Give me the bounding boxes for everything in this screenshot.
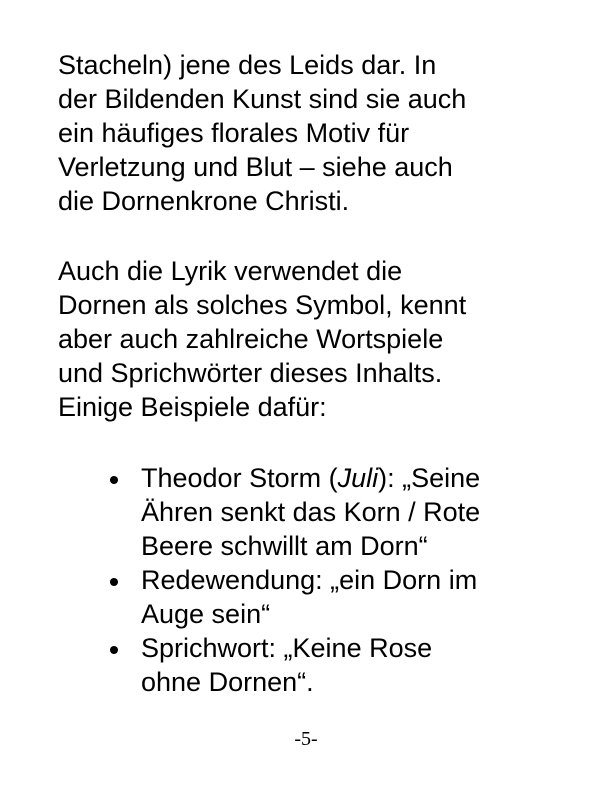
page-number: -5- <box>294 728 318 750</box>
bullet-icon <box>110 476 118 484</box>
text-line: und Sprichwörter dieses Inhalts. <box>58 358 443 388</box>
paragraph-lyric-examples <box>58 254 578 424</box>
text-line: Beere schwillt am Dorn“ <box>141 531 428 561</box>
text-line: Sprichwort: „Keine Rose <box>141 633 433 663</box>
list-item-storm <box>0 461 612 563</box>
text-line: Auch die Lyrik verwendet die <box>58 256 403 286</box>
text-fragment: Theodor Storm ( <box>141 463 338 493</box>
text-line: der Bildenden Kunst sind sie auch <box>58 84 467 114</box>
paragraph-thorns-art <box>58 48 578 218</box>
bullet-icon <box>110 578 118 586</box>
text-line <box>141 461 612 495</box>
text-line: ein häufiges florales Motiv für <box>58 118 410 148</box>
text-line: Stacheln) jene des Leids dar. In <box>58 50 437 80</box>
text-line: Ähren senkt das Korn / Rote <box>141 497 481 527</box>
text-line: Dornen als solches Symbol, kennt <box>58 290 467 320</box>
text-line: ohne Dornen“. <box>141 667 314 697</box>
bullet-icon <box>110 646 118 654</box>
list-item-proverb <box>0 631 612 699</box>
text-fragment: ): „Seine <box>378 463 481 493</box>
poem-title: Juli <box>337 463 379 493</box>
text-line: Auge sein“ <box>141 599 271 629</box>
text-line: Redewendung: „ein Dorn im <box>141 565 478 595</box>
examples-bullet-list <box>0 461 612 699</box>
text-line: Einige Beispiele dafür: <box>58 392 327 422</box>
text-line: die Dornenkrone Christi. <box>58 186 350 216</box>
list-item-idiom <box>0 563 612 631</box>
text-line: aber auch zahlreiche Wortspiele <box>58 324 444 354</box>
text-line: Verletzung und Blut – siehe auch <box>58 152 453 182</box>
